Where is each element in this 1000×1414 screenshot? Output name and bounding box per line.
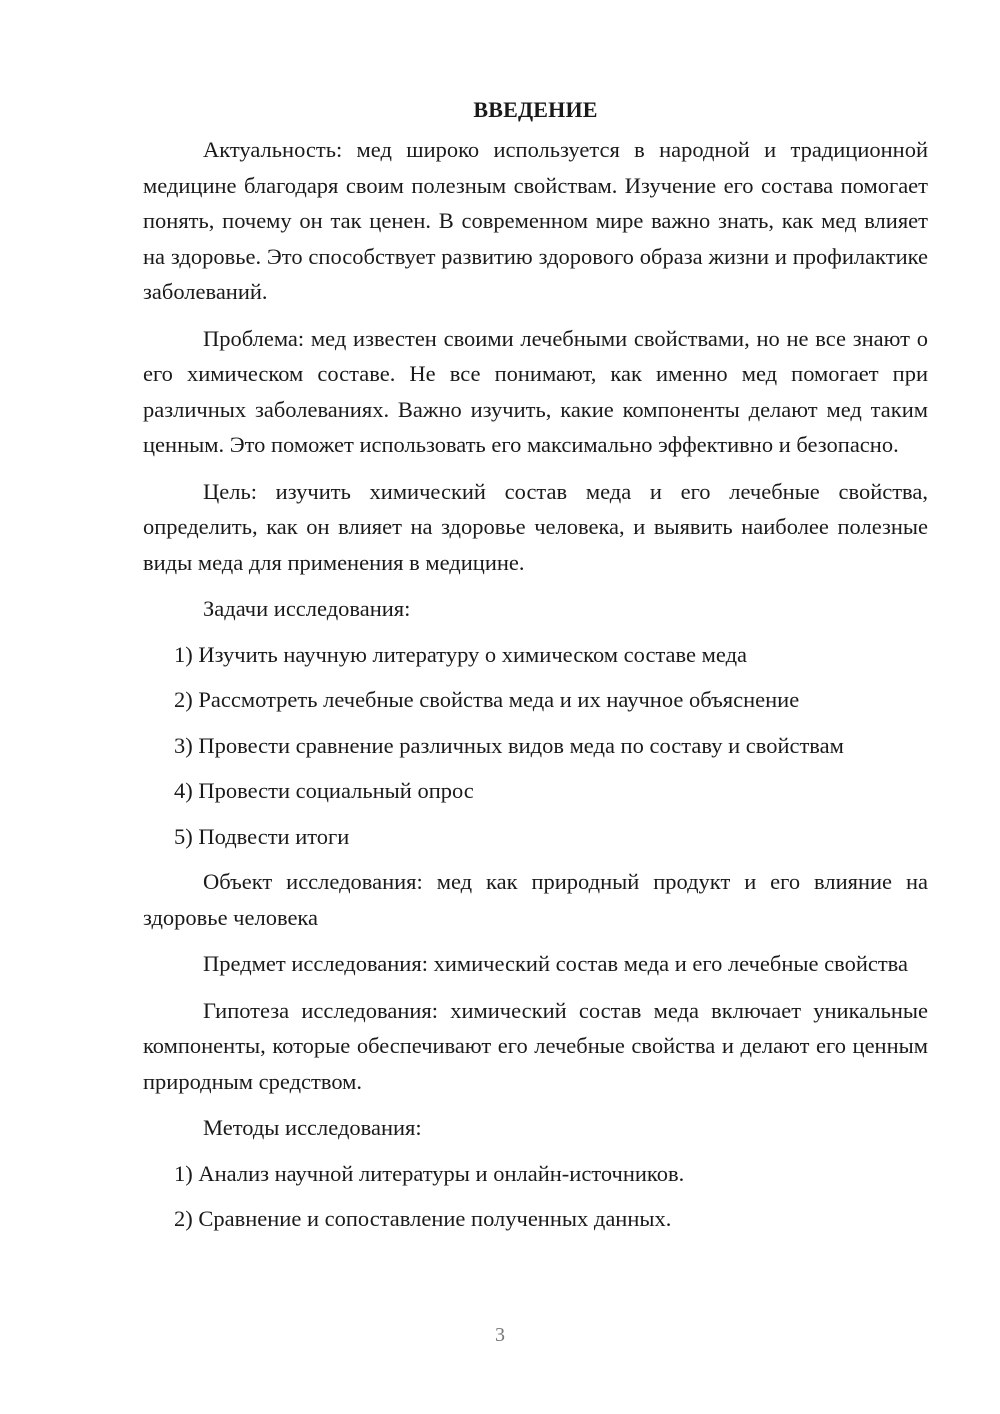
list-item: 3) Провести сравнение различных видов меда по составу и свойствам (174, 732, 844, 758)
object-paragraph: Объект исследования: мед как природный продукт и его влияние на здоровье человека (143, 869, 928, 930)
relevance-paragraph: Актуальность: мед широко используется в народной и традиционной медицине благодаря своим полезным свойствам. Изучение его состава помогает понять, почему он так ценен. В современном мире важно знать, как мед влияет на здоровье. Это способствует развитию здорового образа жизни и профилактике заболеваний. (143, 137, 928, 304)
methods-heading: Методы исследования: (203, 1115, 422, 1140)
page-title: ВВЕДЕНИЕ (473, 97, 598, 122)
subject-paragraph: Предмет исследования: химический состав меда и его лечебные свойства (203, 951, 908, 976)
problem-paragraph: Проблема: мед известен своими лечебными свойствами, но не все знают о его химическом составе. Не все понимают, как именно мед помогает при различных заболеваниях. Важно изучить, какие компоненты делают мед таким ценным. Это поможет использовать его максимально эффективно и безопасно. (143, 325, 928, 457)
list-item: 4) Провести социальный опрос (174, 778, 474, 803)
list-item: 1) Изучить научную литературу о химическом составе меда (174, 641, 748, 667)
list-item: 1) Анализ научной литературы и онлайн-источников. (174, 1160, 685, 1186)
tasks-heading: Задачи исследования: (203, 596, 411, 621)
goal-paragraph: Цель: изучить химический состав меда и его лечебные свойства, определить, как он влияет на здоровье человека, и выявить наиболее полезные виды меда для применения в медицине. (143, 478, 928, 575)
tasks-list (143, 637, 928, 855)
page-number: 3 (495, 1324, 505, 1346)
list-item: 2) Рассмотреть лечебные свойства меда и их научное объяснение (174, 687, 800, 712)
hypothesis-paragraph: Гипотеза исследования: химический состав меда включает уникальные компоненты, которые обеспечивают его лечебные свойства и делают его ценным природным средством. (143, 997, 928, 1094)
list-item: 5) Подвести итоги (174, 823, 350, 849)
list-item: 2) Сравнение и сопоставление полученных данных. (174, 1206, 672, 1231)
document-page (143, 92, 928, 1247)
methods-list (143, 1156, 928, 1237)
